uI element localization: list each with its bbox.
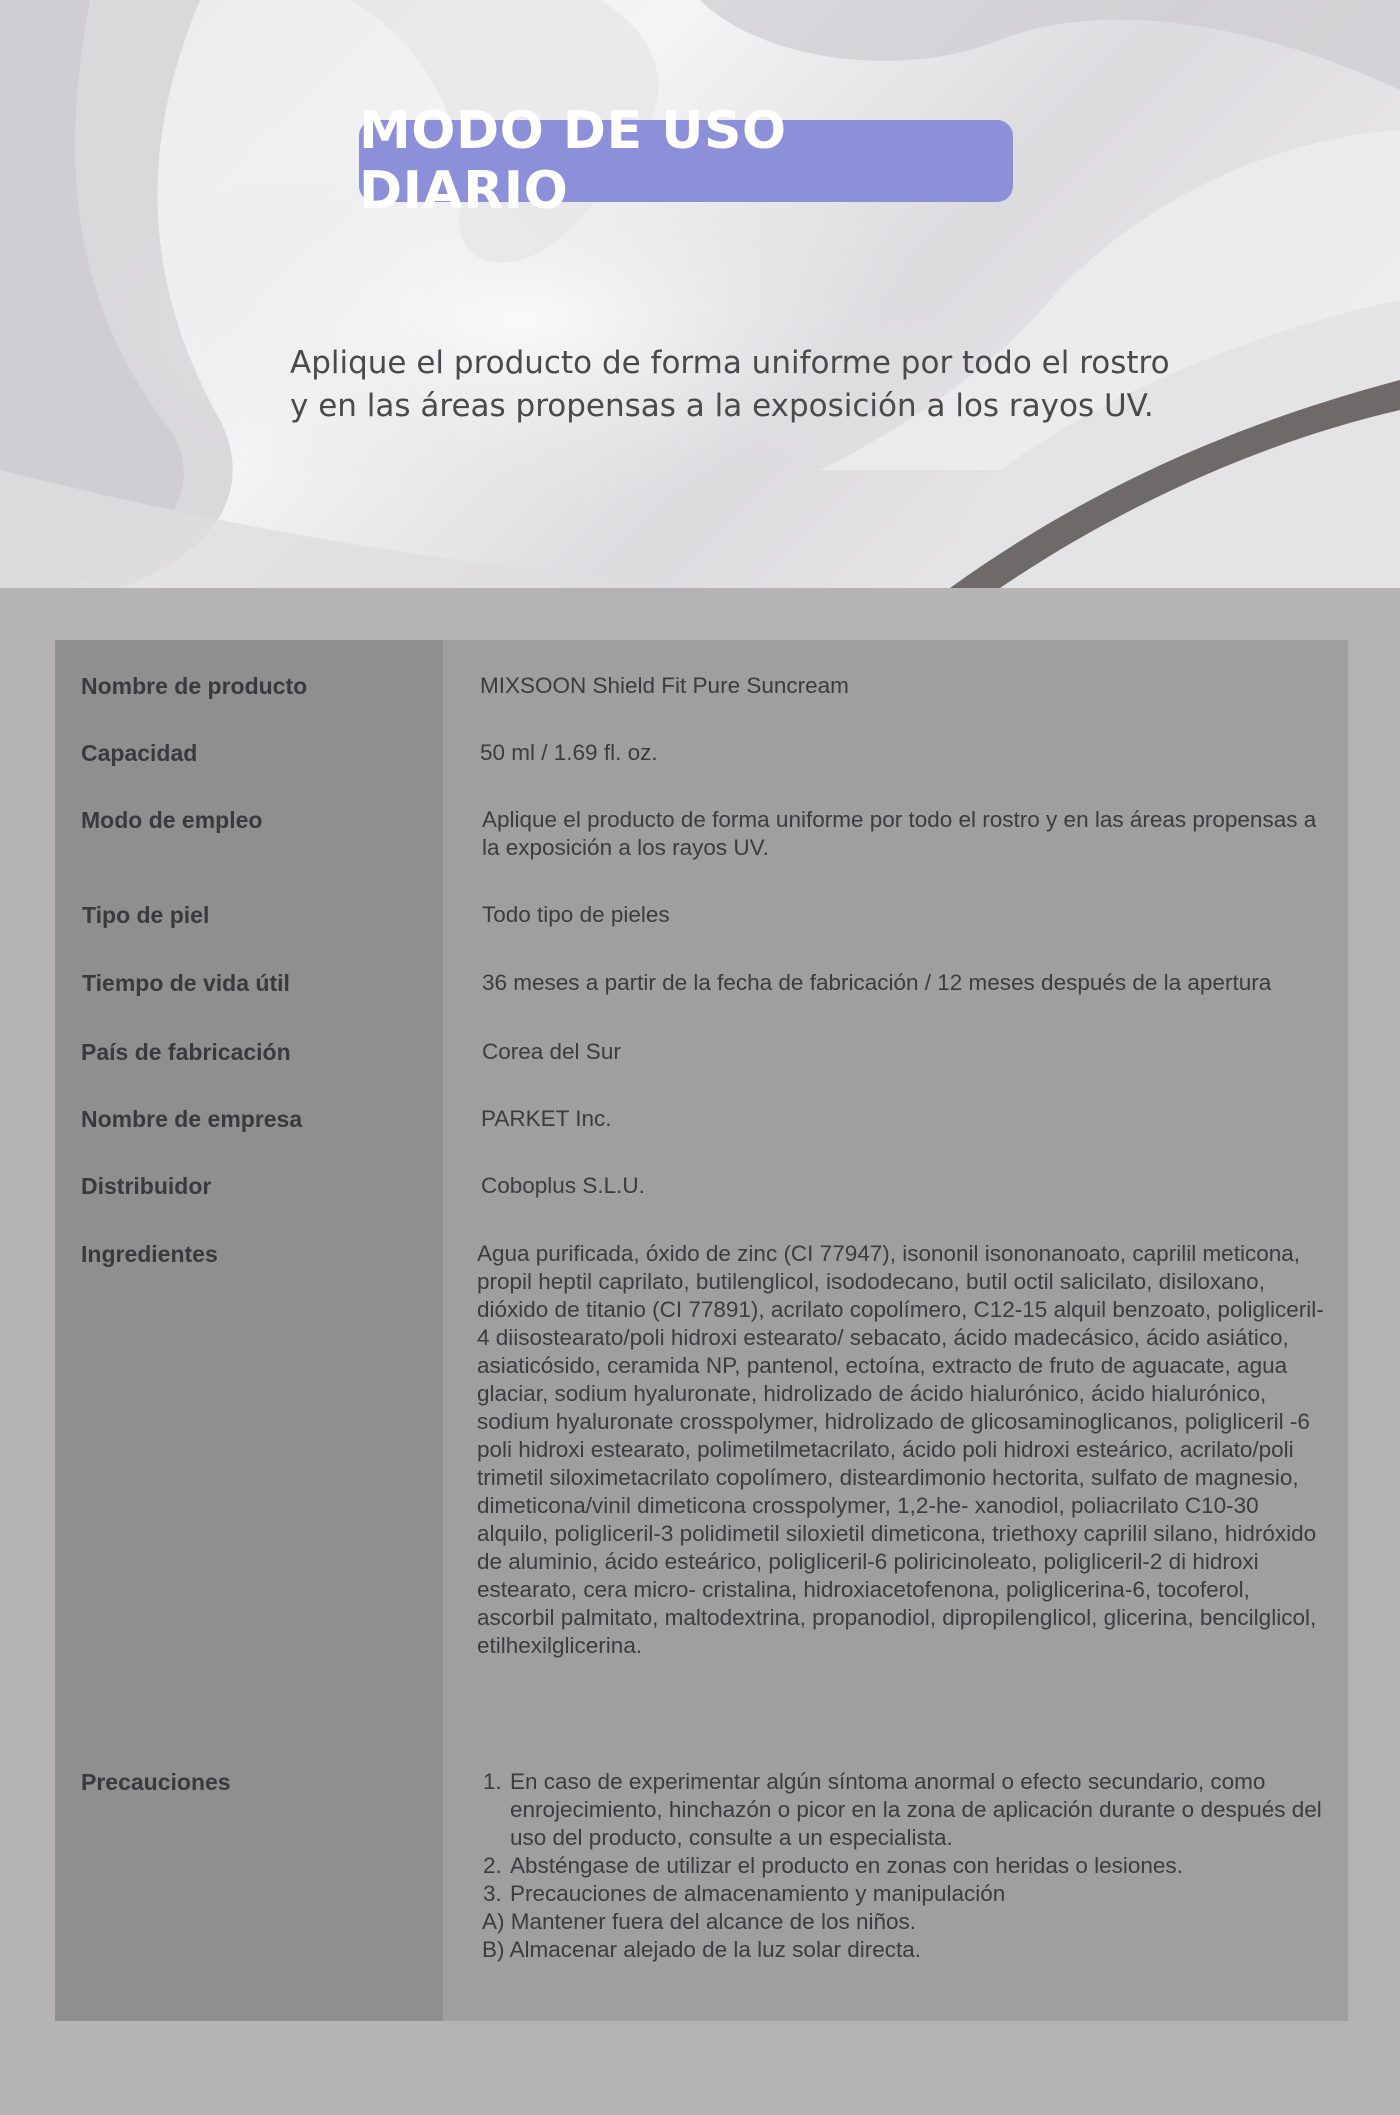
row-label: Nombre de empresa — [81, 1106, 303, 1132]
precautions-content — [482, 1768, 1327, 1964]
row-label: País de fabricación — [81, 1039, 291, 1065]
row-value: 36 meses a partir de la fecha de fabricación / 12 meses después de la apertura — [482, 970, 1272, 995]
row-value: Aplique el producto de forma uniforme por todo el rostro y en las áreas propensas a la exposición a los rayos UV. — [482, 807, 1317, 860]
row-value: Corea del Sur — [482, 1039, 621, 1064]
row-label: Precauciones — [81, 1769, 231, 1795]
row-value: Coboplus S.L.U. — [481, 1173, 645, 1198]
row-label: Modo de empleo — [81, 807, 263, 833]
row-label: Tipo de piel — [82, 902, 210, 928]
label-column — [55, 640, 443, 2021]
precaution-item: 2. Absténgase de utilizar el producto en zonas con heridas o lesiones. — [508, 1852, 1327, 1880]
row-label: Nombre de producto — [81, 673, 308, 699]
hero-banner — [0, 0, 1400, 588]
page-title-badge: MODO DE USO DIARIO — [359, 120, 1013, 202]
row-label: Distribuidor — [81, 1173, 212, 1199]
row-value: PARKET Inc. — [481, 1106, 612, 1131]
precaution-note: B) Almacenar alejado de la luz solar directa. — [482, 1937, 921, 1962]
row-value: 50 ml / 1.69 fl. oz. — [480, 740, 658, 765]
row-value: Agua purificada, óxido de zinc (CI 77947), isononil isononanoato, caprilil meticona, propil heptil caprilato, butilenglicol, isododecano, butil octil salicilato, disiloxano, dióxido de titanio (CI 77891), acrilato copolímero, C12-15 alquil benzoato, poligliceril-4 diisostearato/poli hidroxi estearato/ sebacato, ácido madecásico, ácido asiático, asiaticósido, ceramida NP, pantenol, ectoína, extracto de fruto de aguacate, agua glaciar, sodium hyaluronate, hidrolizado de ácido hialurónico, ácido hialurónico, sodium hyaluronate crosspolymer, hidrolizado de glicosaminoglicanos, poligliceril -6 poli hidroxi estearato, polimetilmetacrilato, ácido poli hidroxi esteárico, acrilato/poli trimetil siloximetacrilato copolímero, disteardimonio hectorita, sulfato de magnesio, dimeticona/vinil dimeticona crosspolymer, 1,2-he- xanodiol, poliacrilato C10-30 alquilo, poligliceril-3 polidimetil siloxietil dimeticona, triethoxy caprilil silano, hidróxido de aluminio, ácido esteárico, poligliceril-6 poliricinoleato, poligliceril-2 di hidroxi estearato, cera micro- cristalina, hidroxiacetofenona, poliglicerina-6, tocoferol, ascorbil palmitato, maltodextrina, propanodiol, dipropilenglicol, glicerina, bencilglicol, etilhexilglicerina. — [477, 1241, 1324, 1658]
row-label: Tiempo de vida útil — [82, 970, 290, 996]
usage-description-line-2: y en las áreas propensas a la exposición a los rayos UV. — [290, 388, 1154, 424]
precaution-item: 3. Precauciones de almacenamiento y manipulación — [508, 1880, 1327, 1908]
precautions-list — [482, 1768, 1327, 1908]
usage-description — [290, 342, 1250, 428]
row-value: Todo tipo de pieles — [482, 902, 670, 927]
precaution-item: 1. En caso de experimentar algún síntoma anormal o efecto secundario, como enrojecimiento, hinchazón o picor en la zona de aplicación durante o después del uso del producto, consulte a un especialista. — [508, 1768, 1327, 1852]
row-label: Capacidad — [81, 740, 198, 766]
precaution-note: A) Mantener fuera del alcance de los niños. — [482, 1909, 917, 1934]
row-value: MIXSOON Shield Fit Pure Suncream — [480, 673, 849, 698]
row-label: Ingredientes — [81, 1241, 218, 1267]
cream-texture-image — [0, 0, 1400, 588]
product-info-table — [55, 640, 1348, 2021]
usage-description-line-1: Aplique el producto de forma uniforme por todo el rostro — [290, 345, 1170, 381]
